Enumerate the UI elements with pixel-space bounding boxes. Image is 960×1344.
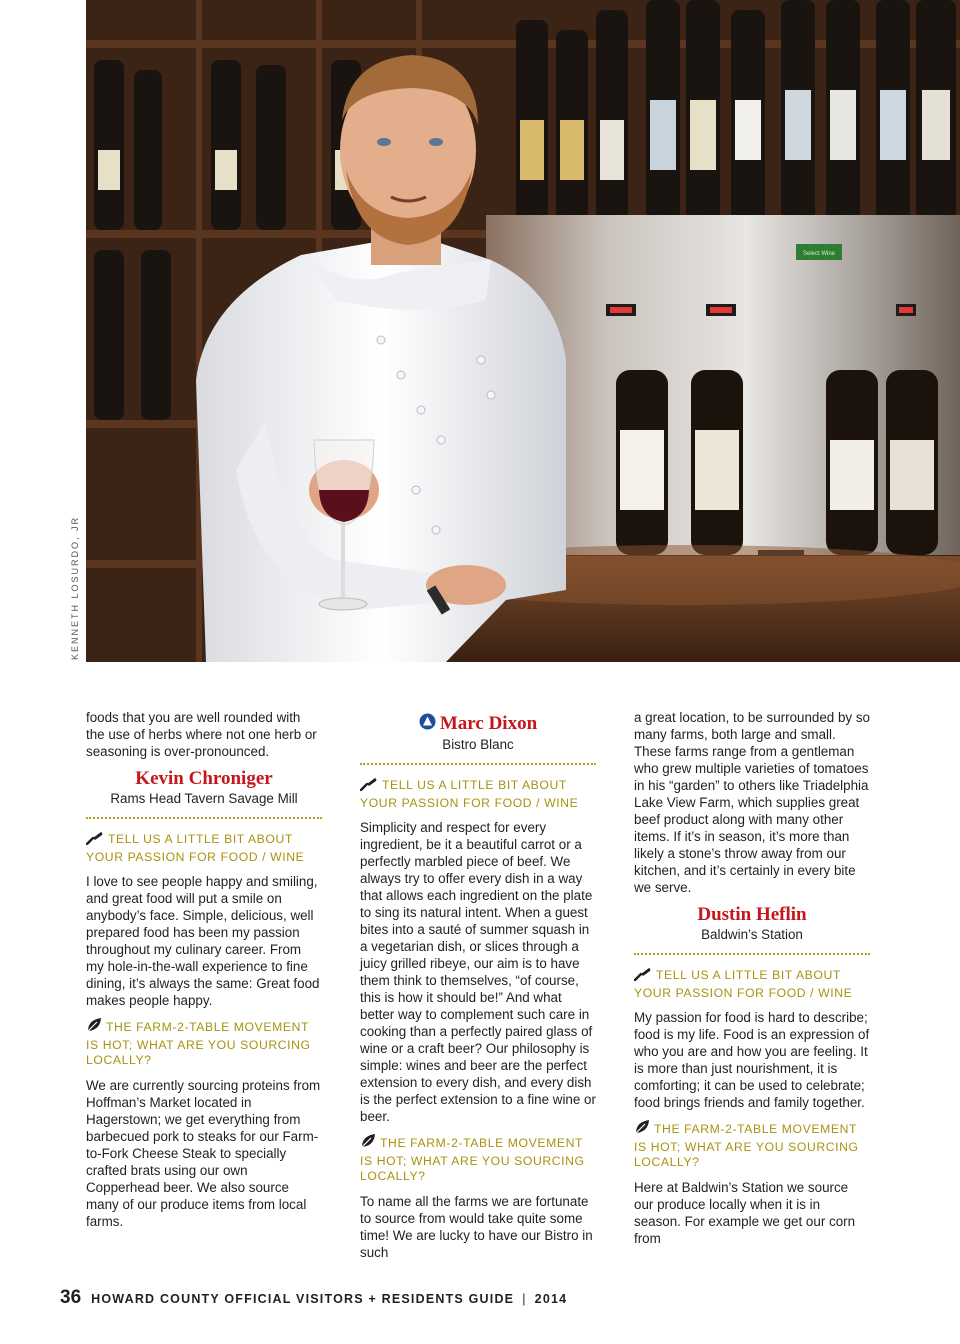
svg-text:Select Wine: Select Wine: [802, 251, 836, 257]
publication-title: HOWARD COUNTY OFFICIAL VISITORS + RESIDENTS GUIDE: [91, 1292, 515, 1306]
triangle-badge-icon: [419, 713, 436, 736]
question-farm-to-table: THE FARM-2-TABLE MOVEMENT IS HOT; WHAT ARE YOU SOURCING LOCALLY?: [634, 1119, 870, 1171]
continued-text: a great location, to be surrounded by so many farms, both large and small. These farms range from a gentleman who grew multiple varieties of tomatoes in his “garden” to others like Triadelphia Lake View Farm, which supplies great beef product along with many other items. If it’s in season, it’s more than likely a stone’s throw away from our kitchen, and it’s certainly in every bite we serve.: [634, 710, 870, 895]
footer-separator: |: [522, 1292, 527, 1306]
knife-icon: [360, 777, 378, 796]
question-passion: TELL US A LITTLE BIT ABOUT YOUR PASSION FOR FOOD / WINE: [634, 968, 853, 1000]
column-dustin-heflin: [634, 709, 870, 1255]
answer-passion: My passion for food is hard to describe; food is my life. Food is an expression of who you are and how you are feeling. It is more than just nourishment, it is comforting; it can be used to celebrate; food brings friends and family together.: [634, 1010, 870, 1110]
leaf-icon: [634, 1119, 650, 1140]
answer-passion: I love to see people happy and smiling, and great food will put a smile on anybody’s face. Simple, delicious, well prepared food has been my passion throughout my culinary career. From my hole-in-the-wall experience to fine dining, it’s always the same: Great food makes people happy.: [86, 874, 320, 1008]
page-number: 36: [60, 1287, 82, 1308]
continued-text: foods that you are well rounded with the use of herbs where not one herb or seasoning is over-pronounced.: [86, 710, 317, 759]
knife-icon: [86, 831, 104, 850]
restaurant-name: Baldwin’s Station: [701, 927, 803, 942]
answer-farm-to-table: Here at Baldwin’s Station we source our produce locally when it is in season. For example we get our corn from: [634, 1179, 856, 1246]
dotted-divider: [634, 953, 870, 955]
column-kevin-chroniger: [86, 709, 322, 1238]
dotted-divider: [360, 763, 596, 765]
photo-credit: KENNETH LOSURDO, JR: [70, 515, 80, 660]
answer-farm-to-table: We are currently sourcing proteins from Hoffman’s Market located in Hagerstown; we get everything from barbecued pork to steaks for our Farm-to-Fork Cheese Steak to specially crafted brats using our own Copperhead beer. We also source many of our produce items from local farms.: [86, 1077, 321, 1229]
chef-name: Marc Dixon: [360, 713, 596, 736]
dotted-divider: [86, 817, 322, 819]
publication-year: 2014: [534, 1292, 568, 1306]
knife-icon: [634, 967, 652, 986]
answer-farm-to-table: To name all the farms we are fortunate to source from would take quite some time! We are lucky to have our Bistro in such: [360, 1193, 593, 1260]
restaurant-name: Rams Head Tavern Savage Mill: [110, 791, 298, 806]
restaurant-name: Bistro Blanc: [442, 737, 514, 752]
question-passion: TELL US A LITTLE BIT ABOUT YOUR PASSION FOR FOOD / WINE: [86, 832, 305, 864]
chef-name: Kevin Chroniger: [135, 768, 273, 789]
leaf-icon: [86, 1017, 102, 1038]
answer-passion: Simplicity and respect for every ingredient, be it a beautiful carrot or a perfectly marbled piece of beef. We always try to offer every dish in a way that allows each ingredient on the plate to sing its natural intent. When a guest bites into a sauté of summer squash in a vegetarian dish, or slices through a juicy grilled ribeye, our aim is to have them think to themselves, “of course, this is how it should be!” And what better way to complement such care in cooking than a perfectly paired glass of wine or a craft beer? Our philosophy is simple: wines and beer are the perfect extension to every dish, and every dish is the perfect extension to a fine wine or beer.: [360, 820, 596, 1124]
chef-with-wine-illustration: [86, 0, 960, 662]
chef-photo: [86, 0, 960, 662]
page-footer: [60, 1287, 567, 1309]
chef-name: Dustin Heflin: [697, 904, 807, 925]
column-marc-dixon: [360, 709, 596, 1269]
question-passion: TELL US A LITTLE BIT ABOUT YOUR PASSION FOR FOOD / WINE: [360, 778, 579, 810]
leaf-icon: [360, 1133, 376, 1154]
question-farm-to-table: THE FARM-2-TABLE MOVEMENT IS HOT; WHAT ARE YOU SOURCING LOCALLY?: [360, 1133, 596, 1185]
question-farm-to-table: THE FARM-2-TABLE MOVEMENT IS HOT; WHAT ARE YOU SOURCING LOCALLY?: [86, 1017, 322, 1069]
